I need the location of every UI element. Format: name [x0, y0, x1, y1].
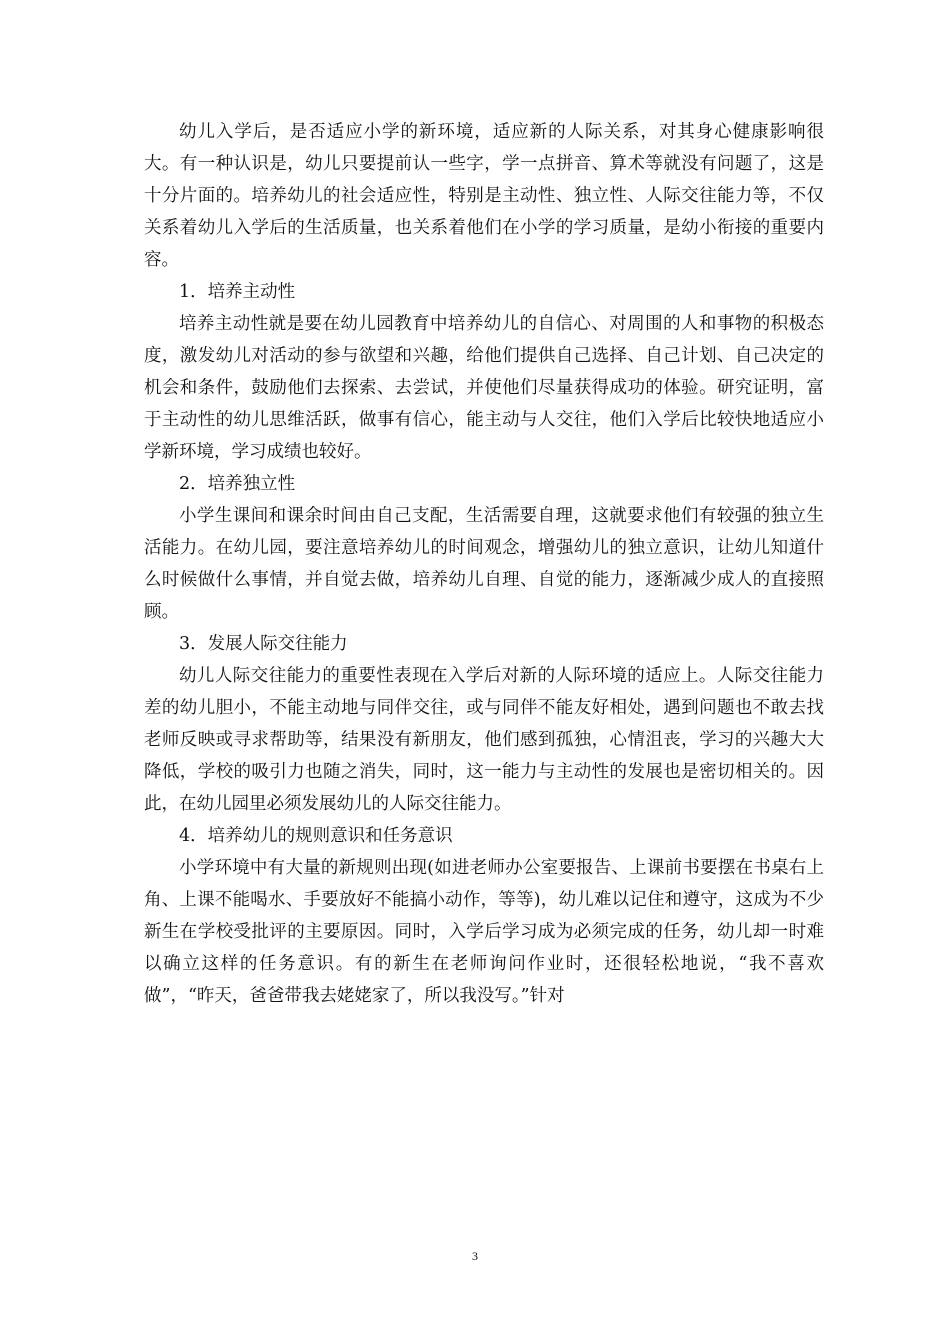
section-heading-4: 4．培养幼儿的规则意识和任务意识: [179, 826, 453, 846]
body-paragraph-4: 幼儿人际交往能力的重要性表现在入学后对新的人际环境的适应上。人际交往能力差的幼儿胆小，不能主动地与同伴交往，或与同伴不能友好相处，遇到问题也不敢去找老师反映或寻求帮助等，结果没有新朋友，他们感到孤独，心情沮丧，学习的兴趣大大降低，学校的吸引力也随之消失，同时，这一能力与主动性的发展也是密切相关的。因此，在幼儿园里必须发展幼儿的人际交往能力。: [144, 666, 824, 814]
body-paragraph-2: 培养主动性就是要在幼儿园教育中培养幼儿的自信心、对周围的人和事物的积极态度，激发幼儿对活动的参与欲望和兴趣，给他们提供自己选择、自己计划、自己决定的机会和条件，鼓励他们去探索、去尝试，并使他们尽量获得成功的体验。研究证明，富于主动性的幼儿思维活跃，做事有信心，能主动与人交往，他们入学后比较快地适应小学新环境，学习成绩也较好。: [144, 314, 824, 462]
section-heading-1: 1．培养主动性: [179, 282, 296, 302]
page-number: 3: [472, 1249, 478, 1263]
body-paragraph-3: 小学生课间和课余时间由自己支配，生活需要自理，这就要求他们有较强的独立生活能力。在幼儿园，要注意培养幼儿的时间观念，增强幼儿的独立意识，让幼儿知道什么时候做什么事情，并自觉去做，培养幼儿自理、自觉的能力，逐渐减少成人的直接照顾。: [144, 506, 824, 622]
body-paragraph-5: 小学环境中有大量的新规则出现(如进老师办公室要报告、上课前书要摆在书桌右上角、上课不能喝水、手要放好不能搞小动作，等等)，幼儿难以记住和遵守，这成为不少新生在学校受批评的主要原因。同时，入学后学习成为必须完成的任务，幼儿却一时难以确立这样的任务意识。有的新生在老师询问作业时，还很轻松地说，“我不喜欢做”，“昨天，爸爸带我去姥姥家了，所以我没写。”针对: [144, 858, 824, 1006]
body-paragraph-1: 幼儿入学后，是否适应小学的新环境，适应新的人际关系，对其身心健康影响很大。有一种认识是，幼儿只要提前认一些字，学一点拼音、算术等就没有问题了，这是十分片面的。培养幼儿的社会适应性，特别是主动性、独立性、人际交往能力等，不仅关系着幼儿入学后的生活质量，也关系着他们在小学的学习质量，是幼小衔接的重要内容。: [144, 122, 824, 270]
page-content: [144, 116, 824, 1012]
section-heading-3: 3．发展人际交往能力: [179, 634, 348, 654]
section-heading-2: 2．培养独立性: [179, 474, 296, 494]
